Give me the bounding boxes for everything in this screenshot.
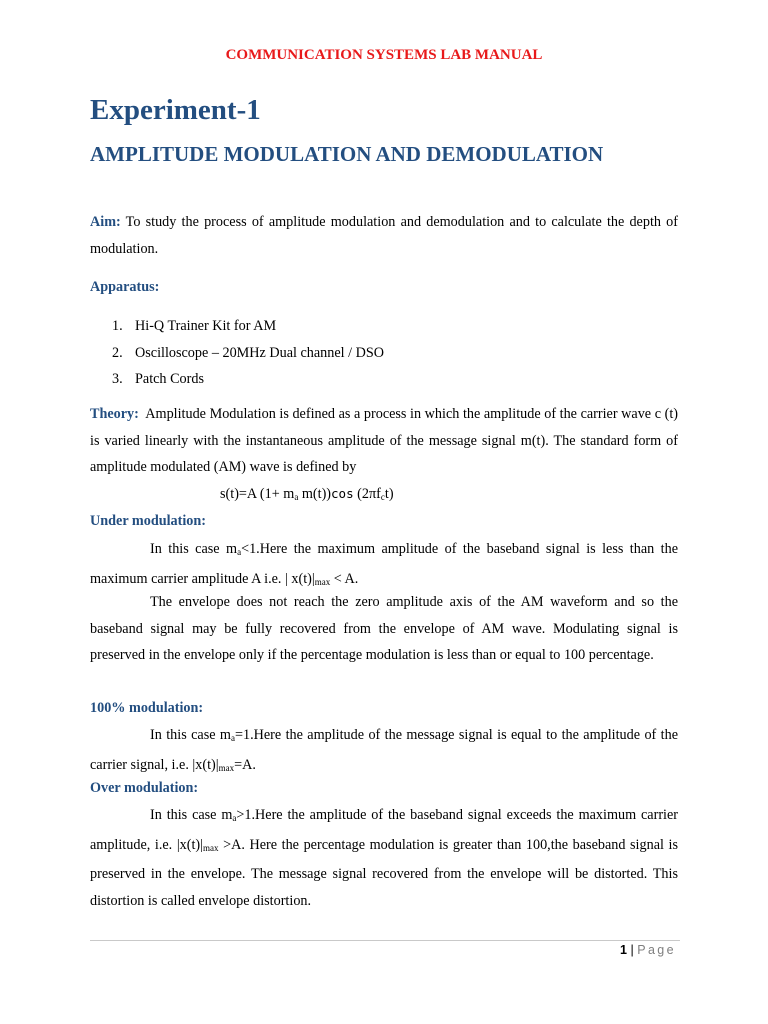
equation-cos: cos (331, 486, 354, 501)
footer-separator: | (627, 943, 638, 957)
aim-paragraph (90, 209, 678, 262)
apparatus-list (112, 313, 384, 393)
text-run: In this case m (150, 727, 231, 743)
page-word: Page (637, 943, 676, 957)
page-footer (620, 943, 676, 957)
text-run: <1.Here the maximum amplitude of the baseband signal is less than the maximum carrier amplitude A i.e. | x(t)| (90, 541, 679, 587)
under-modulation-heading: Under modulation: (90, 513, 207, 529)
page-number: 1 (620, 943, 627, 957)
am-equation (220, 486, 394, 503)
list-item (112, 313, 384, 340)
aim-label: Aim: (90, 214, 121, 230)
list-item-text: Patch Cords (135, 371, 204, 387)
equation-part: (2πf (353, 486, 381, 502)
running-header: COMMUNICATION SYSTEMS LAB MANUAL (225, 47, 543, 63)
subscript: a (232, 813, 237, 823)
equation-part: t) (384, 486, 394, 502)
text-run: < A. (330, 570, 359, 587)
subscript: a (237, 547, 242, 557)
list-item-number: 2. (112, 344, 123, 361)
list-item (112, 366, 384, 393)
equation-part: s(t)=A (1+ m (220, 486, 295, 502)
footer-divider (90, 940, 680, 941)
list-item-text: Hi-Q Trainer Kit for AM (135, 318, 277, 334)
experiment-title: Experiment-1 (90, 94, 261, 126)
apparatus-heading: Apparatus: (90, 279, 160, 295)
full-modulation-paragraph (90, 722, 678, 781)
under-modulation-paragraph-1 (90, 536, 678, 595)
full-modulation-heading: 100% modulation: (90, 700, 204, 716)
list-item-text: Oscilloscope – 20MHz Dual channel / DSO (135, 344, 385, 361)
text-run: =A. (234, 756, 256, 773)
theory-paragraph (90, 401, 678, 481)
under-modulation-paragraph-2: The envelope does not reach the zero amplitude axis of the AM waveform and so the baseband signal may be fully recovered from the envelope of AM wave. Modulating signal is preserved in the envelope only if the percentage modulation is less than or equal to 100 percentage. (90, 594, 678, 663)
subscript: max (218, 762, 235, 773)
list-item-number: 1. (112, 318, 123, 334)
list-item-number: 3. (112, 371, 123, 387)
text-run: >A. Here the percentage modulation is greater than 100,the baseband signal is preserved in the envelope. The message signal recovered from the envelope will be distorted. This distortion is called envelope distortion. (90, 836, 678, 909)
text-run: In this case m (150, 541, 238, 557)
aim-text: To study the process of amplitude modulation and demodulation and to calculate the depth of modulation. (90, 214, 678, 257)
over-modulation-heading: Over modulation: (90, 780, 199, 796)
equation-subscript: a (294, 492, 299, 502)
subscript: max (202, 842, 219, 853)
theory-text: Amplitude Modulation is defined as a process in which the amplitude of the carrier wave c (t) is varied linearly with the instantaneous amplitude of the message signal m(t). The standard form of amplitude modulated (AM) wave is defined by (90, 406, 678, 475)
list-item (112, 340, 384, 367)
equation-subscript: c (380, 492, 385, 502)
text-run: >1.Here the amplitude of the baseband signal exceeds the maximum carrier amplitude, i.e. |x(t)| (90, 807, 679, 853)
over-modulation-paragraph (90, 802, 678, 914)
subscript: max (314, 576, 331, 587)
text-run: In this case m (150, 807, 233, 823)
experiment-subtitle: AMPLITUDE MODULATION AND DEMODULATION (90, 142, 604, 166)
text-run: =1.Here the amplitude of the message signal is equal to the amplitude of the carrier signal, i.e. |x(t)| (90, 727, 678, 773)
theory-label: Theory: (90, 406, 139, 422)
subscript: a (230, 733, 235, 743)
equation-part: m(t)) (298, 486, 332, 502)
